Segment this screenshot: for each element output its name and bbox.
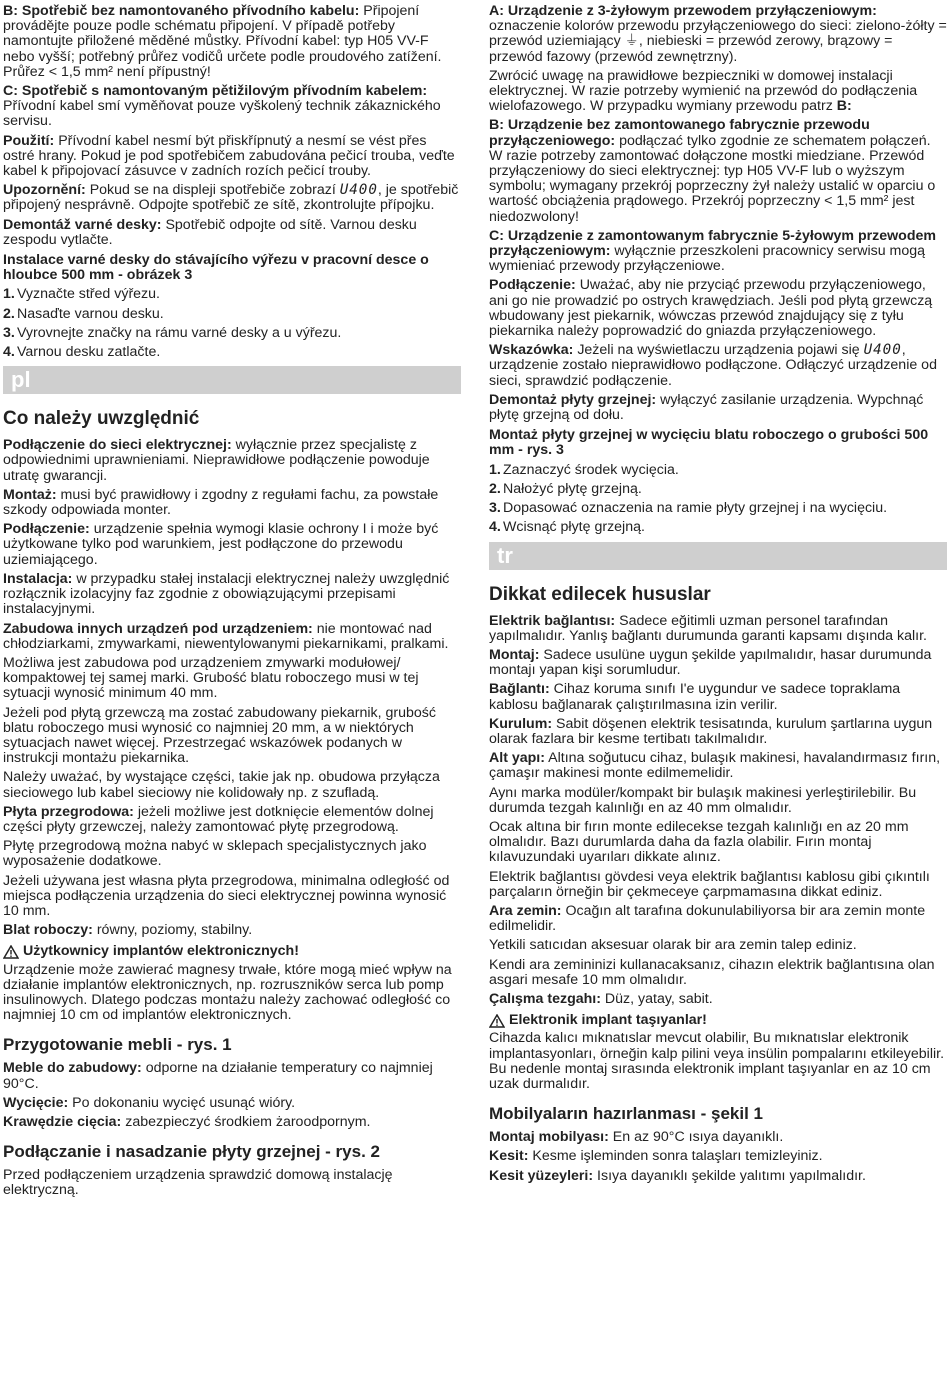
step: 2. Nałożyć płytę grzejną. <box>489 480 642 497</box>
paragraph: Jeżeli pod płytą grzewczą ma zostać zabudowany piekarnik, grubość blatu roboczego musi wynosić co najmniej 20 mm, a w niektórych sytuacjach nawet więcej. Przestrzegać wskazówek podanych w instrukcji montażu piekarnika. <box>3 704 436 767</box>
tr-heading: Dikkat edilecek hususlar <box>489 583 711 605</box>
cz-section-c: C: Spotřebič s namontovaným pětižilovým přívodním kabelem: Přívodní kabel smí vyměňovat pouze vyškolený technik zákaznického servisu. <box>3 83 441 130</box>
paragraph: Çalışma tezgahı: Düz, yatay, sabit. <box>489 990 713 1007</box>
left-column <box>3 4 461 1203</box>
paragraph: Ara zemin: Ocağın alt tarafına dokunulabiliyorsa bir ara zemin monte edilmelidir. <box>489 902 926 935</box>
paragraph: Należy uważać, by wystające części, takie jak np. obudowa przyłącza sieciowego lub kabel sieciowy nie kolidowały np. z szufladą. <box>3 769 440 801</box>
pl-heading: Co należy uwzględnić <box>3 408 200 430</box>
paragraph: Wycięcie: Po dokonaniu wycięć usunąć wióry. <box>3 1094 296 1111</box>
right-column <box>489 4 947 1188</box>
tr-warning-title: Elektronik implant taşıyanlar! <box>489 1013 947 1028</box>
paragraph: Zabudowa innych urządzeń pod urządzeniem: nie montować nad chłodziarkami, zmywarkami, niewentylowanymi piekarnikami, pralkami. <box>3 620 449 652</box>
paragraph: Kesit: Kesme işleminden sonra talaşları temizleyiniz. <box>489 1148 823 1165</box>
warning-icon <box>3 945 19 959</box>
pl-connection-note: Podłączenie: Uważać, aby nie przyciąć przewodu przyłączeniowego, ani go nie prowadzić po ostrych krawędziach. Jeśli pod płytą grzewczą wbudowany jest piekarnik, wówczas przewód znajdujący się z tyłu piekarnika należy poprowadzić do gniazda przyłączeniowego. <box>489 277 933 340</box>
step: 2. Nasaďte varnou desku. <box>3 305 164 322</box>
paragraph: Kesit yüzeyleri: Isıya dayanıklı şekilde yalıtımı yapılmalıdır. <box>489 1167 866 1184</box>
pl-section-a2: Zwrócić uwagę na prawidłowe bezpieczniki w domowej instalacji elektrycznej. W razie potrzeby wymienić na przewód do podłączenia wielofazowego. W przypadku wymiany przewodu patrz B: <box>489 67 918 115</box>
paragraph: Instalacja: w przypadku stałej instalacji elektrycznej należy uwzględnić rozłącznik izolacyjny faz zgodnie z obowiązującymi przepisami instalacyjnymi. <box>3 570 450 618</box>
pl-warning-text: Urządzenie może zawierać magnesy trwałe, które mogą mieć wpływ na działanie implantów elektronicznych, np. rozruszników serca lub pomp insulinowych. Dlatego podczas montażu należy zachować odległość co najmniej 10 cm od implantów elektronicznych. <box>3 961 452 1024</box>
step: 4. Varnou desku zatlačte. <box>3 344 161 361</box>
paragraph: Meble do zabudowy: odporne na działanie temperatury co najmniej 90°C. <box>3 1060 433 1092</box>
pl-hint: Wskazówka: Jeżeli na wyświetlaczu urządzenia pojawi się U400, urządzenie zostało nieprawidłowo podłączone. Odłączyć urządzenie od sieci, sprawdzić podłączenie. <box>489 342 937 389</box>
cz-usage: Použití: Přívodní kabel nesmí být přiskřípnutý a nesmí se vést přes ostré hrany. Pokud je pod spotřebičem zabudována pečicí trouba, veďte kabel k připojovací zásuvce v zadních rozích pečicí trouby. <box>3 132 455 180</box>
paragraph: Montaj mobilyası: En az 90°C ısıya dayanıklı. <box>489 1129 784 1146</box>
language-tab-pl: pl <box>3 366 461 394</box>
tr-paras <box>489 614 947 1008</box>
pl-section-a: A: Urządzenie z 3-żyłowym przewodem przyłączeniowym: oznaczenie kolorów przewodu przyłączeniowego do sieci: zielono-żółty = przewód uziemiający ⏚, niebieski = przewód zerowy, brązowy = przewód fazowy (przewód zewnętrzny). <box>489 3 947 65</box>
cz-steps <box>3 287 461 360</box>
paragraph: Elektrik bağlantısı gövdesi veya elektrik bağlantısı kablosu gibi çıkıntılı parçaların örneğin bir çekmeceye çarpmamasına dikkat ediniz. <box>489 868 930 900</box>
paragraph: Kurulum: Sabit döşenen elektrik tesisatında, kurulum şartlarına uygun olarak fazlara bir kesme tertibatı takılmalıdır. <box>489 715 933 747</box>
step: 1. Zaznaczyć środek wycięcia. <box>489 461 679 478</box>
pl-install-heading: Montaż płyty grzejnej w wycięciu blatu roboczego o grubości 500 mm - rys. 3 <box>489 427 929 459</box>
pl-paras <box>3 438 461 938</box>
cz-section-b: B: Spotřebič bez namontovaného přívodního kabelu: Připojení provádějte pouze podle schématu připojení. V případě potřeby namontujte přiložené měděné můstky. Přívodní kabel: typ H05 VV-F nebo vyšší; potřebný průřez vodičů určete podle proudového zatížení. Průřez < 1,5 mm² není přípustný! <box>3 3 442 80</box>
paragraph: Kendi ara zemininizi kullanacaksanız, cihazın elektrik bağlantısına olan asgari mesafe 10 mm olmalıdır. <box>489 956 935 988</box>
step: 1. Vyznačte střed výřezu. <box>3 286 160 303</box>
tr-warning-text: Cihazda kalıcı mıknatıslar mevcut olabilir, Bu mıknatıslar elektronik implantasyonları, örneğin kalp pilini veya insülin pompalarını etkileyebilir. Bu nedenle montaj sırasında elektronik implant taşıyanlar en az 10 cm uzak durmalıdır. <box>489 1030 945 1092</box>
paragraph: Podłączenie do sieci elektrycznej: wyłącznie przez specjalistę z odpowiednimi uprawnieniami. Nieprawidłowe podłączenie powoduje utratę gwarancji. <box>3 437 430 484</box>
display-code: U400 <box>863 342 902 359</box>
paragraph: Aynı marka modüler/kompakt bir bulaşık makinesi yerleştirilebilir. Bu durumda tezgah kalınlığı en az 40 mm olmalıdır. <box>489 784 917 816</box>
paragraph: Możliwa jest zabudowa pod urządzeniem zmywarki modułowej/ kompaktowej tej samej marki. Grubość blatu roboczego musi w tej sytuacji wynosić minimum 40 mm. <box>3 654 419 702</box>
cz-install-heading: Instalace varné desky do stávajícího výřezu v pracovní desce o hloubce 500 mm - obrázek 3 <box>3 252 429 284</box>
paragraph: Montaż: musi być prawidłowy i zgodny z regułami fachu, za powstałe szkody odpowiada monter. <box>3 486 439 519</box>
paragraph: Podłączenie: urządzenie spełnia wymogi klasie ochrony I i może być użytkowane tylko pod warunkiem, jest podłączone do przewodu uziemiającego. <box>3 521 439 568</box>
paragraph: Jeżeli używana jest własna płyta przegrodowa, minimalna odległość od miejsca podłączenia urządzenia do sieci elektrycznej powinna wynosić 10 mm. <box>3 872 450 919</box>
tr-furniture-heading: Mobilyaların hazırlanması - şekil 1 <box>489 1104 763 1124</box>
paragraph: Krawędzie cięcia: zabezpieczyć środkiem żaroodpornym. <box>3 1113 371 1130</box>
step: 3. Dopasować oznaczenia na ramie płyty grzejnej i na wycięciu. <box>489 500 888 517</box>
pl-warning-title: Użytkownicy implantów elektronicznych! <box>3 944 461 959</box>
pl-connection-text: Przed podłączeniem urządzenia sprawdzić domową instalację elektryczną. <box>3 1167 393 1199</box>
paragraph: Ocak altına bir fırın monte edilecekse tezgah kalınlığı en az 20 mm olmalıdır. Bazı durumlarda daha da fazla olabilir. Fırın montaj kılavuzundaki uyarıları dikkate alınız. <box>489 818 909 866</box>
cz-dismount: Demontáž varné desky: Spotřebič odpojte od sítě. Varnou desku zespodu vytlačte. <box>3 216 417 248</box>
pl-dismount: Demontaż płyty grzejnej: wyłączyć zasilanie urządzenia. Wypchnąć płytę grzejną od dołu. <box>489 391 924 424</box>
step: 4. Wcisnąć płytę grzejną. <box>489 519 645 536</box>
paragraph: Yetkili satıcıdan aksesuar olarak bir ara zemin talep ediniz. <box>489 937 857 954</box>
language-tab-tr: tr <box>489 542 947 570</box>
paragraph: Alt yapı: Altına soğutucu cihaz, bulaşık makinesi, havalandırmasız fırın, çamaşır makinesi monte edilmemelidir. <box>489 750 941 782</box>
cz-note: Upozornění: Pokud se na displeji spotřebiče zobrazí U400, je spotřebič připojený nesprávně. Odpojte spotřebič ze sítě, zkontrolujte přípojku. <box>3 182 459 214</box>
pl-section-b: B: Urządzenie bez zamontowanego fabrycznie przewodu przyłączeniowego: podłączać tylko zgodnie ze schematem połączeń. W razie potrzeby zamontować dołączone mostki miedziane. Przewód przyłączeniowy do sieci elektrycznej: typ H05 VV-F lub o wyższym symbolu; wymagany przekrój poprzeczny żył należy ustalić w oparciu o wartość obciążenia prądowego. Przekrój poprzeczny < 1,5 mm² jest niedozwolony! <box>489 117 936 225</box>
pl-connection-heading: Podłączanie i nasadzanie płyty grzejnej - rys. 2 <box>3 1142 380 1162</box>
pl-steps <box>489 463 947 536</box>
display-code: U400 <box>339 182 378 199</box>
paragraph: Płyta przegrodowa: jeżeli możliwe jest dotknięcie elementów dolnej części płyty grzewczej, należy zamontować płytę przegrodową. <box>3 803 434 835</box>
pl-furniture-heading: Przygotowanie mebli - rys. 1 <box>3 1035 232 1055</box>
paragraph: Blat roboczy: równy, poziomy, stabilny. <box>3 922 253 939</box>
warning-icon <box>489 1014 505 1028</box>
step: 3. Vyrovnejte značky na rámu varné desky a u výřezu. <box>3 324 342 341</box>
paragraph: Elektrik bağlantısı: Sadece eğitimli uzman personel tarafından yapılmalıdır. Yanlış bağlantı durumunda garanti kapsamı dışında kalır. <box>489 612 927 644</box>
paragraph: Płytę przegrodową można nabyć w sklepach specjalistycznych jako wyposażenie dodatkowe. <box>3 838 427 870</box>
paragraph: Montaj: Sadece usulüne uygun şekilde yapılmalıdır, hasar durumunda montajı yapan kişi sorumludur. <box>489 646 932 679</box>
paragraph: Bağlantı: Cihaz koruma sınıfı I'e uygundur ve sadece topraklama kablosu bağlanarak çalıştırılmasına izin verilir. <box>489 681 901 713</box>
pl-section-c: C: Urządzenie z zamontowanym fabrycznie 5-żyłowym przewodem przyłączeniowym: wyłącznie przeszkoleni pracownicy serwisu mogą wymieniać przewody przyłączeniowe. <box>489 227 937 275</box>
